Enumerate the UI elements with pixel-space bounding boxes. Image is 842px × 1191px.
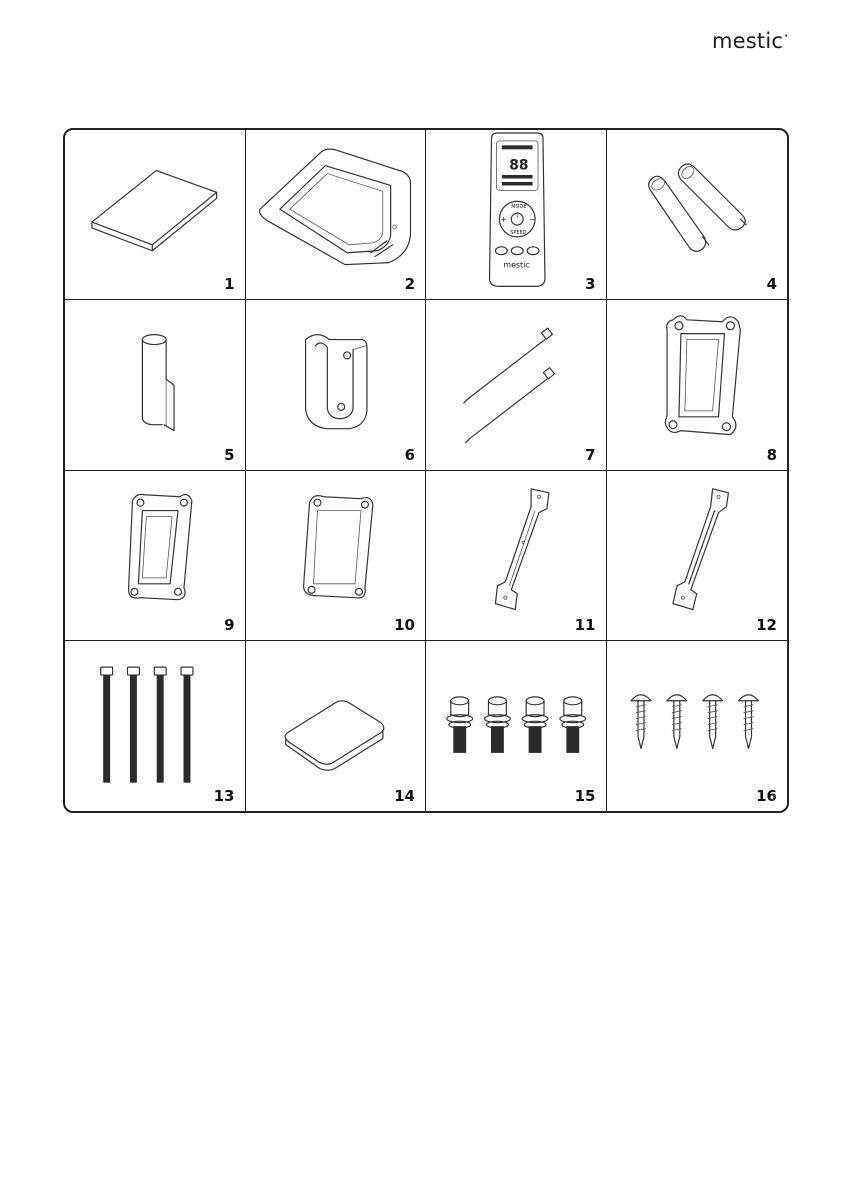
part-cell-13 bbox=[65, 641, 246, 811]
remote-holder-icon bbox=[246, 300, 426, 469]
batteries-icon bbox=[607, 130, 788, 299]
part-cell-5 bbox=[65, 300, 246, 470]
part-number: 7 bbox=[585, 445, 596, 464]
foil-roll-icon bbox=[65, 300, 245, 469]
cable-ties-icon bbox=[426, 300, 606, 469]
rubber-pad-icon bbox=[246, 641, 426, 811]
hex-socket-bolts-icon bbox=[426, 641, 606, 811]
part-number: 3 bbox=[585, 275, 596, 294]
part-number: 9 bbox=[224, 615, 235, 634]
part-cell-2 bbox=[246, 130, 427, 300]
part-cell-7 bbox=[426, 300, 607, 470]
remote-brand-label: mestic bbox=[503, 260, 530, 270]
part-cell-16 bbox=[607, 641, 788, 811]
part-number: 10 bbox=[394, 615, 415, 634]
part-cell-15 bbox=[426, 641, 607, 811]
part-number: 12 bbox=[756, 615, 777, 634]
remote-minus-label: − bbox=[529, 215, 536, 225]
part-cell-4 bbox=[607, 130, 788, 300]
brand-logo bbox=[712, 29, 788, 53]
part-cell-14 bbox=[246, 641, 427, 811]
gasket-frame-large-icon bbox=[607, 300, 788, 469]
part-number: 14 bbox=[394, 787, 415, 805]
part-cell-9 bbox=[65, 471, 246, 641]
self-tapping-screws-icon bbox=[607, 641, 788, 811]
brand-mark: • bbox=[784, 32, 789, 40]
part-cell-1 bbox=[65, 130, 246, 300]
remote-mode-label: MODE bbox=[511, 204, 527, 211]
roof-frame-icon bbox=[246, 130, 426, 299]
part-number: 13 bbox=[213, 787, 235, 805]
part-number: 2 bbox=[404, 275, 415, 294]
part-number: 8 bbox=[766, 445, 777, 464]
part-cell-12 bbox=[607, 471, 788, 641]
part-cell-8 bbox=[607, 300, 788, 470]
part-number: 1 bbox=[224, 275, 235, 294]
part-cell-11 bbox=[426, 471, 607, 641]
remote-speed-label: SPEED bbox=[510, 229, 527, 236]
gasket-frame-flat-icon bbox=[246, 471, 426, 640]
manual-booklet-icon bbox=[65, 130, 245, 299]
part-cell-6 bbox=[246, 300, 427, 470]
long-bolts-icon bbox=[65, 641, 245, 811]
part-cell-10 bbox=[246, 471, 427, 641]
parts-grid bbox=[63, 128, 789, 813]
mounting-bracket-right-icon bbox=[607, 471, 788, 640]
mounting-bracket-left-icon bbox=[426, 471, 606, 640]
part-number: 11 bbox=[574, 615, 596, 634]
part-number: 6 bbox=[404, 445, 415, 464]
part-cell-3 bbox=[426, 130, 607, 300]
brand-name: mestic bbox=[712, 29, 784, 53]
part-number: 4 bbox=[766, 275, 777, 294]
remote-plus-label: + bbox=[500, 215, 508, 225]
part-number: 16 bbox=[756, 787, 777, 805]
remote-display: 88 bbox=[509, 157, 529, 174]
gasket-frame-medium-icon bbox=[65, 471, 245, 640]
remote-control-icon bbox=[426, 130, 606, 299]
part-number: 15 bbox=[574, 787, 596, 805]
part-number: 5 bbox=[224, 445, 235, 464]
